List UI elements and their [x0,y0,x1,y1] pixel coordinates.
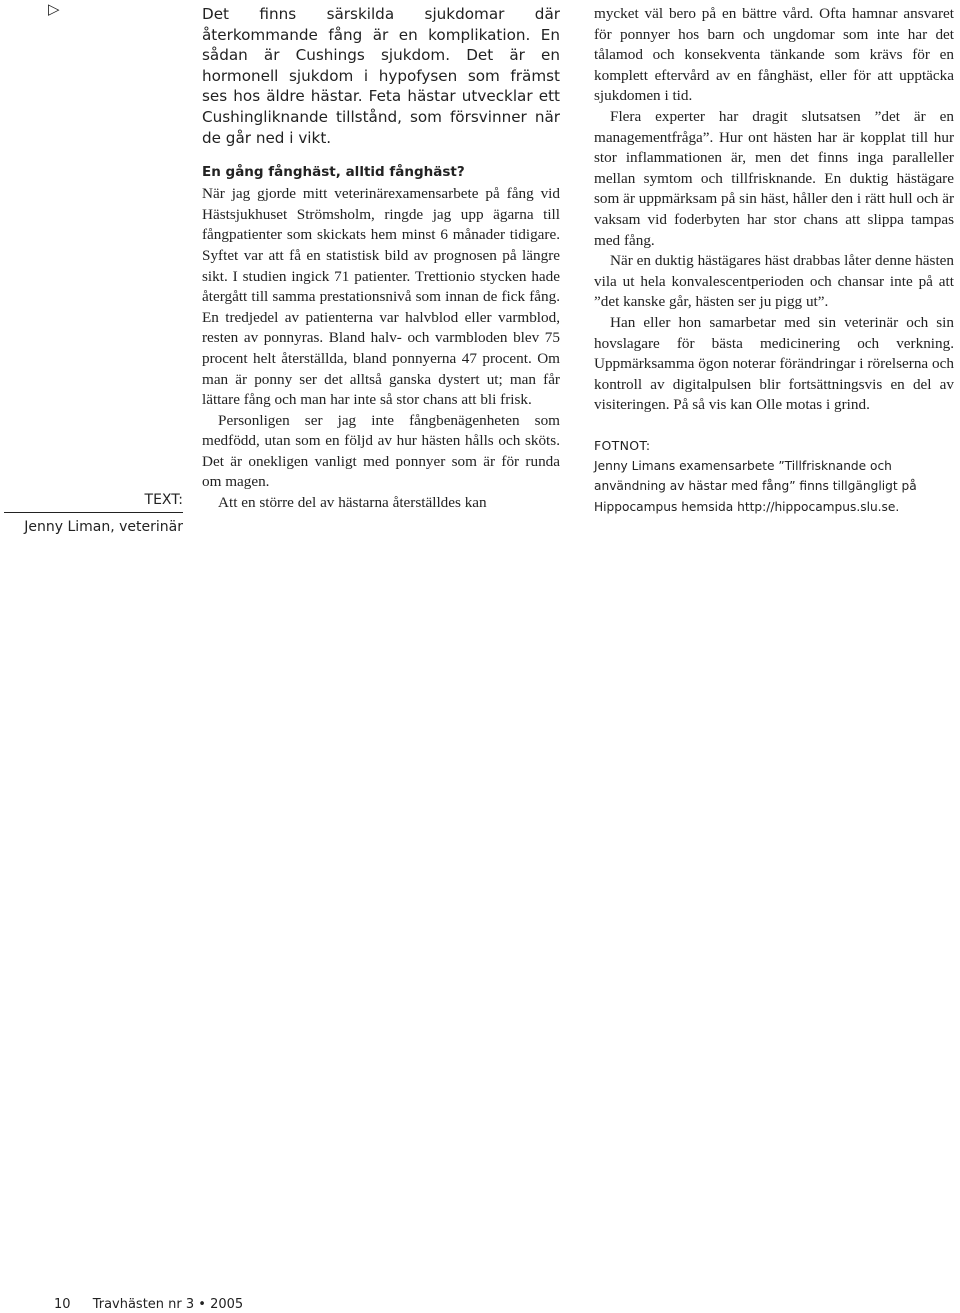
page-footer [54,1297,243,1312]
page-number: 10 [54,1297,71,1312]
body-paragraph: Att en större del av hästarna återställdes kan [218,494,487,512]
intro-paragraph: Det finns särskilda sjukdomar där återkommande fång är en komplikation. En sådan är Cushings sjukdom. Det är en hormonell sjukdom i hypofysen som främst ses hos äldre hästar. Feta hästar utvecklar ett Cushingliknande tillstånd, som försvinner när de går ned i vikt. [202,5,560,147]
article-column-2 [594,4,954,517]
article-column-1 [202,4,560,514]
footnote-text: Jenny Limans examensarbete ”Tillfrisknande och användning av hästar med fång” finns tillgängligt på Hippocampus hemsida http://hippocampus.slu.se. [594,458,917,514]
body-paragraph: Flera experter har dragit slutsatsen ”det är en managementfråga”. Hur ont hästen har är kopplat till hur stor inflammationen är, men det finns inga paralleller mellan symtom och tillfrisknande. En duktig hästägare som är uppmärksam på sin häst, håller den i rätt hull och är vaksam vid foderbyten har stor chans att slippa tampas med fång. [594,107,954,249]
body-paragraph: Han eller hon samarbetar med sin veterinär och sin hovslagare för bästa medicinering och verkning. Uppmärksamma ögon noterar förändringar i rörelserna och kontroll av digitalpulsen blir fortsättningsvis en del av visiteringen. På så vis kan Olle motas i grind. [594,313,954,414]
body-paragraph: När en duktig hästägares häst drabbas låter denne hästen vila ut hela konvalescentperioden och chansar inte på att ”det kanske går, hästen ser ju pigg ut”. [594,252,954,311]
subheading: En gång fånghäst, alltid fånghäst? [202,164,465,181]
credit-label: TEXT: [144,492,183,508]
body-paragraph: Personligen ser jag inte fångbenägenheten som medfödd, utan som en följd av hur hästen hålls och sköts. Det är onekligen vanligt med ponnyer som är för runda om magen. [202,411,560,491]
arrow-marker-icon: ▷ [48,0,60,18]
footnote-label: FOTNOT: [594,437,651,453]
body-paragraph: mycket väl bero på en bättre vård. Ofta hamnar ansvaret för ponnyer hos barn och ungdomar som inte har det tålamod och konsekventa tänkande som krävs för en komplett eftervård av en fånghäst, eller för att upptäcka sjukdomen i tid. [594,5,954,105]
credit-divider [4,512,183,513]
publication-info: Travhästen nr 3 • 2005 [92,1297,244,1312]
body-paragraph: När jag gjorde mitt veterinärexamensarbete på fång vid Hästsjukhuset Strömsholm, ringde jag upp ägarna till fångpatienter som skickats hem minst 6 månader tidigare. Syftet var att få en statistisk bild av prognosen på längre sikt. I studien ingick 71 patienter. Trettionio stycken hade återgått till samma prestationsnivå som innan de fick fång. En tredjedel av patienterna var halvblod eller varmblod, resten av ponnyras. Bland halv- och varmbloden blev 75 procent helt återställda, bland ponnyerna 47 procent. Om man är ponny ser det alltså ganska dystert ut; man får lättare fång och man har inte så stor chans att bli frisk. [202,185,560,409]
credit-name: Jenny Liman, veterinär [24,519,183,535]
author-credit [0,490,183,537]
